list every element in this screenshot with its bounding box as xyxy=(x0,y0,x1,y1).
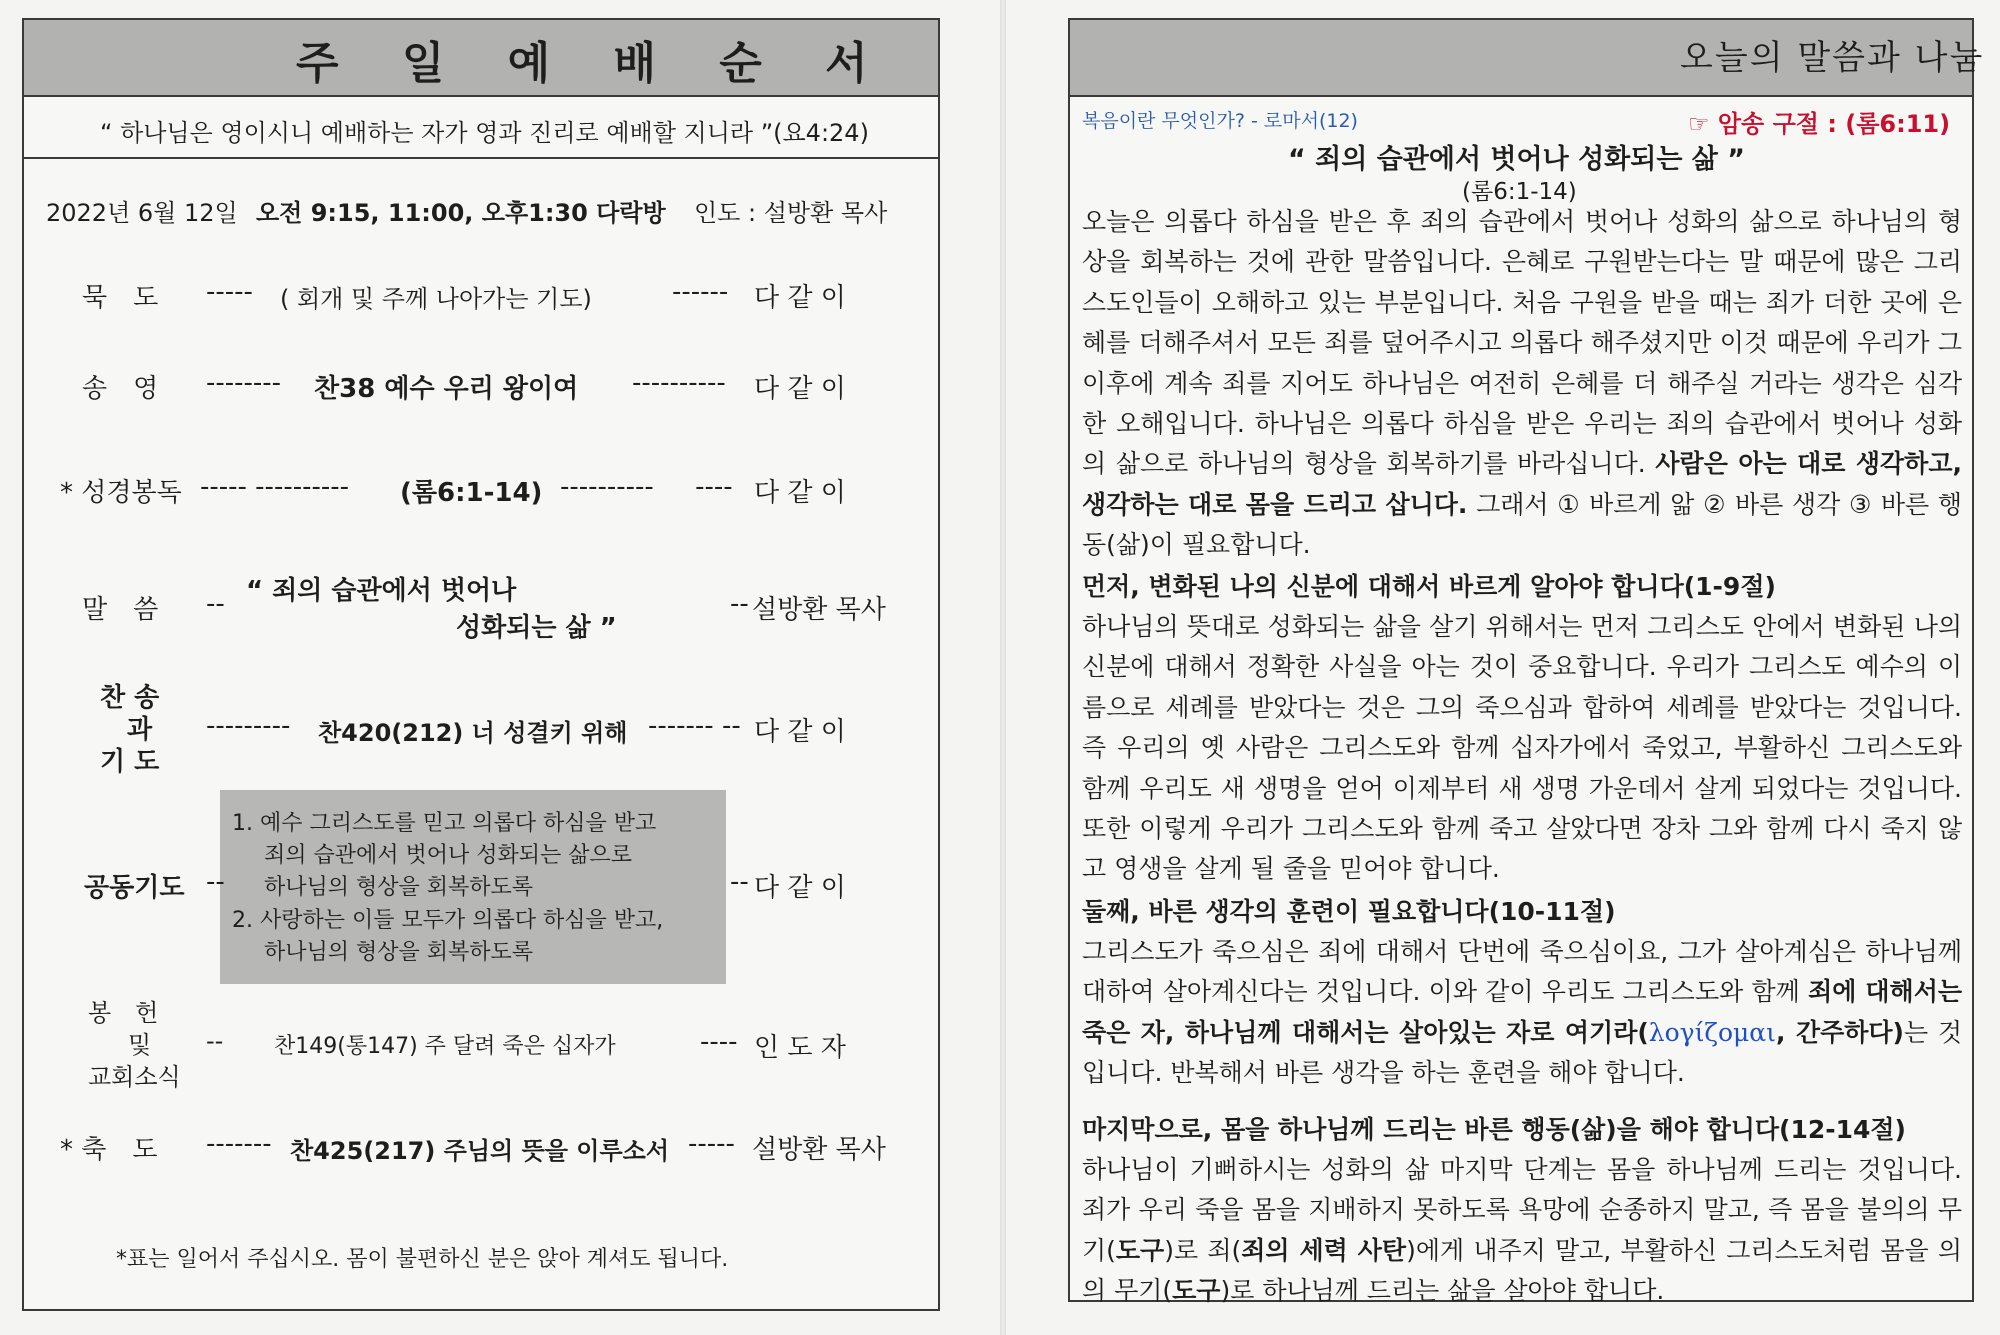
order-item-silent-prayer: ( 회개 및 주께 나아가는 기도) xyxy=(280,285,592,313)
order-by: 다 같 이 xyxy=(754,374,846,404)
prayer-line: 하나님의 형상을 회복하도록 xyxy=(264,875,534,900)
order-dashes: ---------- xyxy=(632,368,726,398)
order-by: 설방환 목사 xyxy=(752,1135,886,1165)
order-dashes: ----- xyxy=(206,277,253,307)
order-dashes: ----- xyxy=(688,1129,735,1159)
memory-verse: ☞ 암송 구절 : (롬6:11) xyxy=(1688,110,1951,138)
prayer-line: 1. 예수 그리스도를 믿고 의롭다 하심을 받고 xyxy=(232,811,657,836)
order-item-scripture-reading: (롬6:1-14) xyxy=(400,478,543,508)
intro-text: 그래서 ① 바르게 앎 ② 바른 생각 ③ 바른 행동(삶)이 필요합니다. xyxy=(1082,489,1962,560)
point3-bold: 도구 xyxy=(1172,1276,1221,1306)
order-by: 다 같 이 xyxy=(754,283,846,313)
order-label-common-prayer: 공동기도 xyxy=(84,873,185,903)
sermon-header-title: 오늘의 말씀과 나눔 xyxy=(1680,38,1985,78)
order-dashes: ------- -- xyxy=(648,711,741,741)
order-label-sermon: 말 씀 xyxy=(82,595,159,625)
order-dashes: -- xyxy=(730,589,749,619)
order-by: 다 같 이 xyxy=(754,873,846,903)
sermon-title: “ 죄의 습관에서 벗어나 성화되는 삶 ” xyxy=(1288,144,1746,175)
order-dashes: -- xyxy=(206,589,225,619)
point1-body: 하나님의 뜻대로 성화되는 삶을 살기 위해서는 먼저 그리스도 안에서 변화된 나의 신분에 대해서 정확한 사실을 아는 것이 중요합니다. 우리가 그리스도 예수의 이름으로 세례를 받았다는 것은 그의 죽으심과 합하여 세례를 받았다는 것입니다. 즉 우리의 옛 사람은 그리스도와 함께 십자가에서 죽었고, 부활하신 그리스도와 함께 우리도 새 생명을 얻어 이제부터 새 생명 가운데서 살게 되었다는 것입니다. 또한 이렇게 우리가 그리스도와 함께 죽고 살았다면 장차 그와 함께 다시 죽지 않고 영생을 살게 될 줄을 믿어야 합니다. xyxy=(1082,612,1962,884)
order-label-hymn: 과 xyxy=(127,715,153,745)
motto-divider xyxy=(24,157,938,159)
order-label-offering: 봉 헌 xyxy=(88,999,159,1027)
order-label-silent-prayer: 묵 도 xyxy=(82,283,159,313)
scripture-reference: (롬6:1-14) xyxy=(1462,179,1577,205)
point3-bold: 죄의 세력 사탄 xyxy=(1241,1235,1407,1265)
prayer-line: 하나님의 형상을 회복하도록 xyxy=(264,940,534,965)
service-times: 오전 9:15, 11:00, 오후1:30 다락방 xyxy=(256,199,666,227)
greek-term: λογίζομαι xyxy=(1648,1017,1776,1047)
order-item-hymn: 찬420(212) 너 성결키 위해 xyxy=(318,719,628,747)
point1-heading: 먼저, 변화된 나의 신분에 대해서 바르게 알아야 합니다(1-9절) xyxy=(1082,572,1776,601)
order-item-sermon-line2: 성화되는 삶 ” xyxy=(456,613,617,643)
order-label-scripture-reading: * 성경봉독 xyxy=(60,478,182,508)
order-label-doxology: 송 영 xyxy=(82,374,159,404)
order-label-hymn: 기 도 xyxy=(100,747,160,777)
order-dashes: -- xyxy=(206,1027,224,1055)
order-label-benediction: * 축 도 xyxy=(60,1135,158,1165)
point2-text: 는 것입니다. 반복해서 바른 생각을 하는 훈련을 해야 합니다. xyxy=(1082,1017,1962,1088)
page-fold xyxy=(1000,0,1006,1335)
prayer-line: 죄의 습관에서 벗어나 성화되는 삶으로 xyxy=(264,843,633,868)
order-dashes: ---------- ---- xyxy=(560,472,733,502)
order-dashes: ----- ---------- xyxy=(200,472,349,502)
point3-heading: 마지막으로, 몸을 하나님께 드리는 바른 행동(삶)을 해야 합니다(12-14절) xyxy=(1082,1115,1906,1144)
point3-text: )로 죄( xyxy=(1164,1235,1242,1265)
intro-bold: 사람은 아는 대로 생각하고, 생각하는 대로 몸을 드리고 삽니다. xyxy=(1082,449,1962,519)
order-item-offering: 찬149(통147) 주 달려 죽은 십자가 xyxy=(274,1034,616,1059)
worship-order-title: 주 일 예 배 순 서 xyxy=(296,38,892,89)
service-date: 2022년 6월 12일 xyxy=(46,199,238,227)
point3-body xyxy=(1082,1150,1962,1312)
order-label-offering: 및 xyxy=(128,1031,152,1059)
intro-text: 오늘은 의롭다 하심을 받은 후 죄의 습관에서 벗어나 성화의 삶으로 하나님의 형상을 회복하는 것에 관한 말씀입니다. 은혜로 구원받는다는 말 때문에 많은 그리스도인들이 오해하고 있는 부분입니다. 처음 구원을 받을 때는 죄가 더한 곳에 은혜를 더해주셔서 모든 죄를 덮어주시고 의롭다 해주셨지만 이것 때문에 우리가 그 이후에 계속 죄를 지어도 하나님은 여전히 은혜를 더 해주실 거라는 생각은 심각한 오해입니다. 하나님은 의롭다 하심을 받은 우리는 죄의 습관에서 벗어나 성화의 삶으로 하나님의 형상을 회복하기를 바라십니다. xyxy=(1082,207,1962,479)
point2-heading: 둘째, 바른 생각의 훈련이 필요합니다(10-11절) xyxy=(1082,897,1616,926)
order-dashes: -- xyxy=(730,867,749,897)
point3-text: 하나님이 기뻐하시는 성화의 삶 마지막 단계는 몸을 하나님께 드리는 것입니다. 죄가 우리 죽을 몸을 지배하지 못하도록 욕망에 순종하지 말고, 즉 몸을 불의의 무기( xyxy=(1082,1155,1962,1265)
service-leader: 인도 : 설방환 목사 xyxy=(694,199,888,227)
order-dashes: ---- xyxy=(700,1027,738,1057)
order-dashes: ------- xyxy=(206,1129,272,1159)
point2-bold: 죄에 대해서는 죽은 자, 하나님께 대해서는 살아있는 자로 여기라( xyxy=(1082,977,1962,1047)
order-item-sermon-line1: “ 죄의 습관에서 벗어나 xyxy=(246,576,517,606)
order-by: 다 같 이 xyxy=(754,717,846,747)
order-by: 다 같 이 xyxy=(754,478,846,508)
order-by: 인 도 자 xyxy=(754,1033,846,1063)
series-label: 복음이란 무엇인가? - 로마서(12) xyxy=(1082,110,1358,132)
point3-text: )에게 내주지 말고, 부활하신 그리스도처럼 몸을 의의 무기( xyxy=(1082,1235,1962,1306)
prayer-line: 2. 사랑하는 이들 모두가 의롭다 하심을 받고, xyxy=(232,908,664,933)
order-label-hymn: 찬 송 xyxy=(100,683,160,713)
point2-body xyxy=(1082,932,1962,1094)
order-dashes: -- xyxy=(206,867,225,897)
order-label-offering: 교회소식 xyxy=(88,1063,181,1091)
point3-bold: 도구 xyxy=(1115,1235,1165,1265)
standing-note: *표는 일어서 주십시오. 몸이 불편하신 분은 앉아 계셔도 됩니다. xyxy=(116,1247,729,1272)
sermon-intro xyxy=(1082,202,1962,566)
point2-text: 그리스도가 죽으심은 죄에 대해서 단번에 죽으심이요, 그가 살아계심은 하나님께 대하여 살아계신다는 것입니다. 이와 같이 우리도 그리스도와 함께 xyxy=(1082,937,1962,1007)
point2-bold: , 간주하다) xyxy=(1775,1017,1904,1047)
order-dashes: --------- xyxy=(206,711,291,741)
order-item-doxology: 찬38 예수 우리 왕이여 xyxy=(314,374,579,404)
motto: “ 하나님은 영이시니 예배하는 자가 영과 진리로 예배할 지니라 ”(요4:24) xyxy=(100,119,869,147)
order-dashes: ------ xyxy=(672,277,729,307)
point3-text: )로 하나님께 드리는 삶을 살아야 합니다. xyxy=(1220,1276,1665,1306)
order-dashes: -------- xyxy=(206,368,282,398)
order-by: 설방환 목사 xyxy=(752,595,886,625)
order-item-benediction: 찬425(217) 주님의 뜻을 이루소서 xyxy=(290,1137,670,1165)
